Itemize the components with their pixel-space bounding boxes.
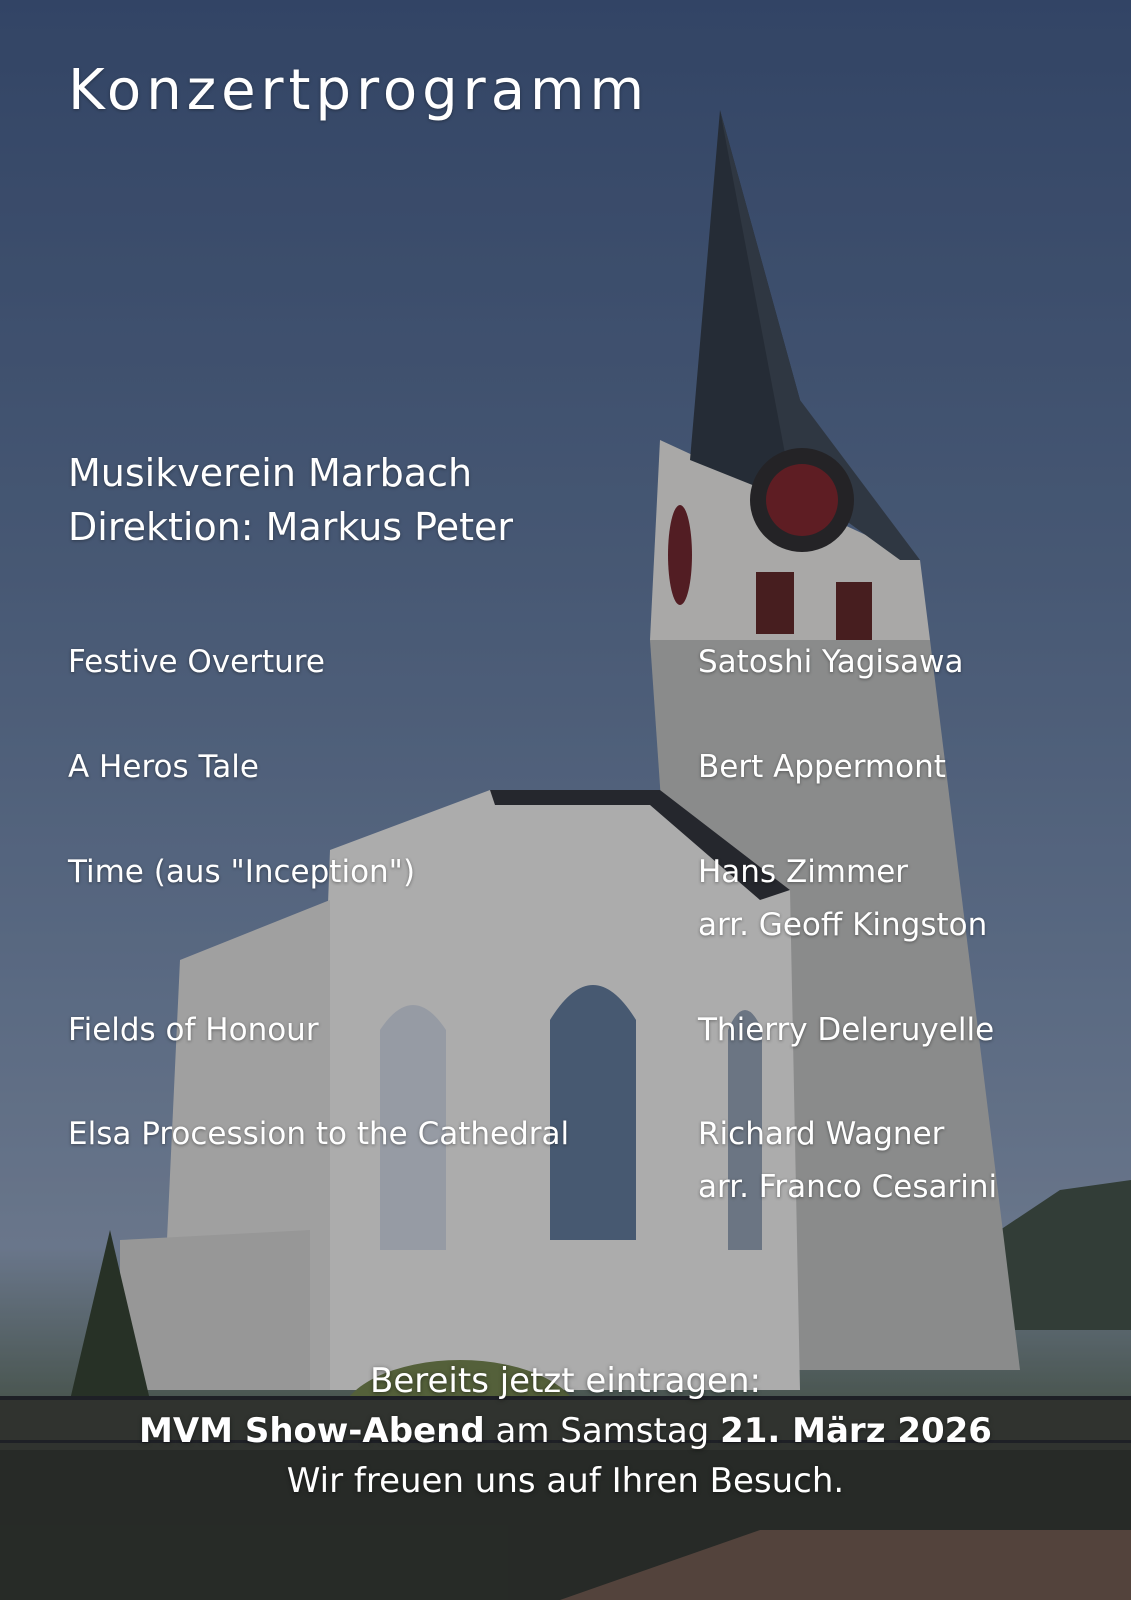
composer [698,846,987,952]
event-name: MVM Show-Abend [139,1411,485,1451]
piece-title: Festive Overture [68,644,325,680]
composer-line: Richard Wagner [698,1116,945,1152]
arranger-line: arr. Geoff Kingston [698,907,988,943]
footer-event-line [0,1406,1131,1456]
composer [698,1004,994,1057]
event-date: 21. März 2026 [720,1411,992,1451]
ensemble-block [68,446,513,554]
event-mid: am Samstag [484,1411,721,1451]
composer-line: Hans Zimmer [698,854,909,890]
composer [698,1108,997,1214]
composer [698,636,964,689]
footer-line3: Wir freuen uns auf Ihren Besuch. [286,1461,845,1501]
footer-line1: Bereits jetzt eintragen: [370,1361,761,1401]
composer [698,741,946,794]
page-title: Konzertprogramm [68,58,650,123]
composer-line: Bert Appermont [698,749,946,785]
piece-title: A Heros Tale [68,749,259,785]
composer-line: Thierry Deleruyelle [698,1012,995,1048]
arranger-line: arr. Franco Cesarini [698,1169,998,1205]
piece-title: Elsa Procession to the Cathedral [68,1116,570,1152]
ensemble-direction: Direktion: Markus Peter [68,505,513,549]
piece-title: Fields of Honour [68,1012,319,1048]
ensemble-name: Musikverein Marbach [68,451,473,495]
piece-title: Time (aus "Inception") [68,854,416,890]
composer-line: Satoshi Yagisawa [698,644,964,680]
footer-announcement [0,1356,1131,1506]
